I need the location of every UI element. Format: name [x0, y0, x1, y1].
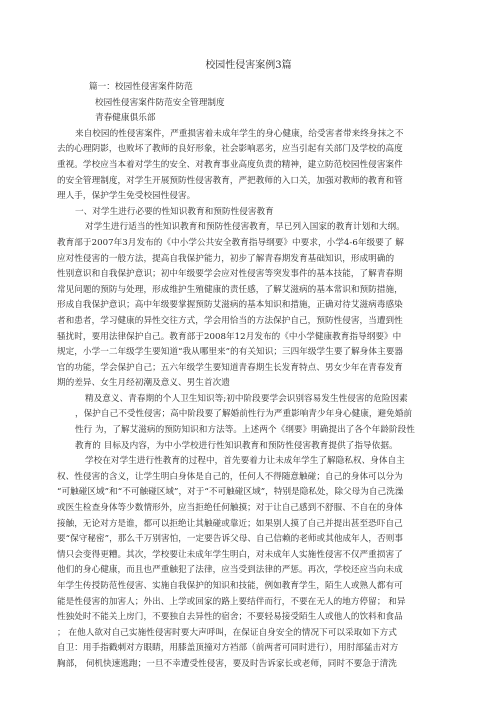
text-line: “可触碰区域”和“不可触碰区域”，对于“不可触碰区域”，特别是隐私处，除父母为自己洗澡	[57, 487, 404, 498]
text-line: 常见问题的预防与处理，形成维护生殖健康的责任感，了解艾滋病的基本常识和预防措施，	[57, 284, 403, 295]
text-line: 权、性侵害的含义，让学生明白身体是自己的，任何人不得随意触碰；自己的身体可以分为	[57, 471, 403, 482]
text-line: 骚扰时，要用法律保护自己。教育部于2008年12月发布的《中小学健康教育指导纲要》中	[57, 331, 402, 342]
text-line: 规定，小学一二年级学生要知道“我从哪里来”的有关知识；三四年级学生要了解身体主要器	[57, 347, 403, 358]
text-line: 年学生传授防范性侵害、实施自我保护的知识和技能，例如教育学生，陌生人或熟人都有可	[57, 581, 403, 591]
text-line: 精及意义、青春期的个人卫生知识等;初中阶段要学会识别容易发生性侵害的危险因素	[85, 393, 408, 404]
text-line: 能是性侵害的加害人；外出、上学或回家的路上要结伴而行，不要在无人的地方停留； 和异	[57, 596, 406, 607]
text-line: 期的差异、女生月经初潮及意义、男生首次遗	[57, 378, 230, 389]
text-line: 的安全管理制度，对学生开展预防性侵害教育，严把教师的入口关，加强对教师的教育和管	[57, 175, 403, 186]
document-body	[57, 80, 440, 673]
text-line: 对学生进行适当的性知识教育和预防性侵害教育，早已列入国家的教育计划和大纲。	[85, 222, 405, 233]
text-line: 情只会变得更糟。其次，学校要让未成年学生明白，对未成年人实施性侵害不仅严重损害了	[57, 549, 403, 560]
text-line: ，保护自己不受性侵害；高中阶段要了解婚前性行为严重影响青少年身心健康，避免婚前	[75, 409, 413, 420]
section-heading: 一、对学生进行必要的性知识教育和预防性侵害教育	[75, 206, 274, 217]
text-line: 性独处时不能关上房门，不要独自去异性的宿舍；不要轻易接受陌生人或他人的饮料和食品	[57, 612, 403, 623]
text-line: 自卫：用手指戳刺对方眼睛，用膝盖顶撞对方裆部（前两者可同时进行），用肘部猛击对方	[57, 643, 399, 654]
text-line: 理人手，保护学生免受校园性侵害。	[57, 191, 196, 202]
text-line: 性别意识和自我保护意识；初中年级要学会应对性侵害等突发事件的基本技能，了解青春期	[57, 269, 403, 280]
text-line: 者和患者，学习健康的异性交往方式，学会用恰当的方法保护自己，预防性侵害，当遭到性	[57, 315, 403, 326]
document-title: 校园性侵害案例3篇	[205, 60, 292, 71]
text-line: 形成自我保护意识；高中年级要掌握预防艾滋病的基本知识和措施，正确对待艾滋病毒感染	[57, 300, 403, 311]
text-line: 篇一：校园性侵害案件防范	[89, 82, 193, 92]
text-line: 官的功能，学会保护自己；五六年级学生要知道青春期生长发育特点、男女少年在青春发育	[57, 362, 403, 373]
text-line: 他们的身心健康，而且也严重触犯了法律，应当受到法律的严惩。再次，学校还应当向未成	[57, 565, 403, 576]
text-line: 校园性侵害案件防范安全管理制度	[95, 97, 225, 108]
text-line: 学校在对学生进行性教育的过程中，首先要着力让未成年学生了解隐私权、身体自主	[85, 456, 405, 467]
text-line: ； 在他人欲对自己实施性侵害时要大声呼叫，在保证自身安全的情况下可以采取如下方式	[57, 627, 397, 638]
text-line: 教育的 目标及内容，为中小学校进行性知识教育和预防性侵害教育提供了指导依据。	[75, 440, 398, 451]
text-line: 教育部于2007年3月发布的《中小学公共安全教育指导纲要》中要求，小学4-6年级要了 解	[57, 237, 404, 248]
text-line: 青春健康俱乐部	[95, 113, 156, 124]
text-line: 性行 为，了解艾滋病的预防知识和方法等。上述两个《纲要》明确提出了各个年龄阶段性	[75, 425, 415, 436]
text-line: 去的心理阴影，也败坏了教师的良好形象，社会影响恶劣，应当引起有关部门及学校的高度	[57, 144, 403, 155]
text-line: 要“保守秘密”，那么千万别害怕，一定要告诉父母、自己信赖的老师或其他成年人，否则事	[57, 534, 403, 545]
text-line: 接触，无论对方是谁，都可以拒绝让其触碰或靠近；如果别人摸了自己并提出甚至恐吓自己	[57, 518, 403, 529]
text-line: 重视。学校应当本着对学生的安全、对教育事业高度负责的精神，建立防范校园性侵害案件	[57, 159, 403, 170]
text-line: 或医生检查身体等少数情形外，应当拒绝任何触摸；对于让自己感到不舒服、不自在的身体	[57, 503, 403, 514]
text-line: 胸部， 伺机快速逃跑；一旦不幸遭受性侵害，要及时告诉家长或老师，同时不要急于清洗	[57, 658, 397, 669]
text-line: 应对性侵害的一般方法，提高自我保护能力，初步了解青春期发育基础知识，形成明确的	[57, 253, 395, 264]
text-line: 来自校园的性侵害案件，严重损害着未成年学生的身心健康，给受害者带来终身抹之不	[75, 128, 404, 139]
